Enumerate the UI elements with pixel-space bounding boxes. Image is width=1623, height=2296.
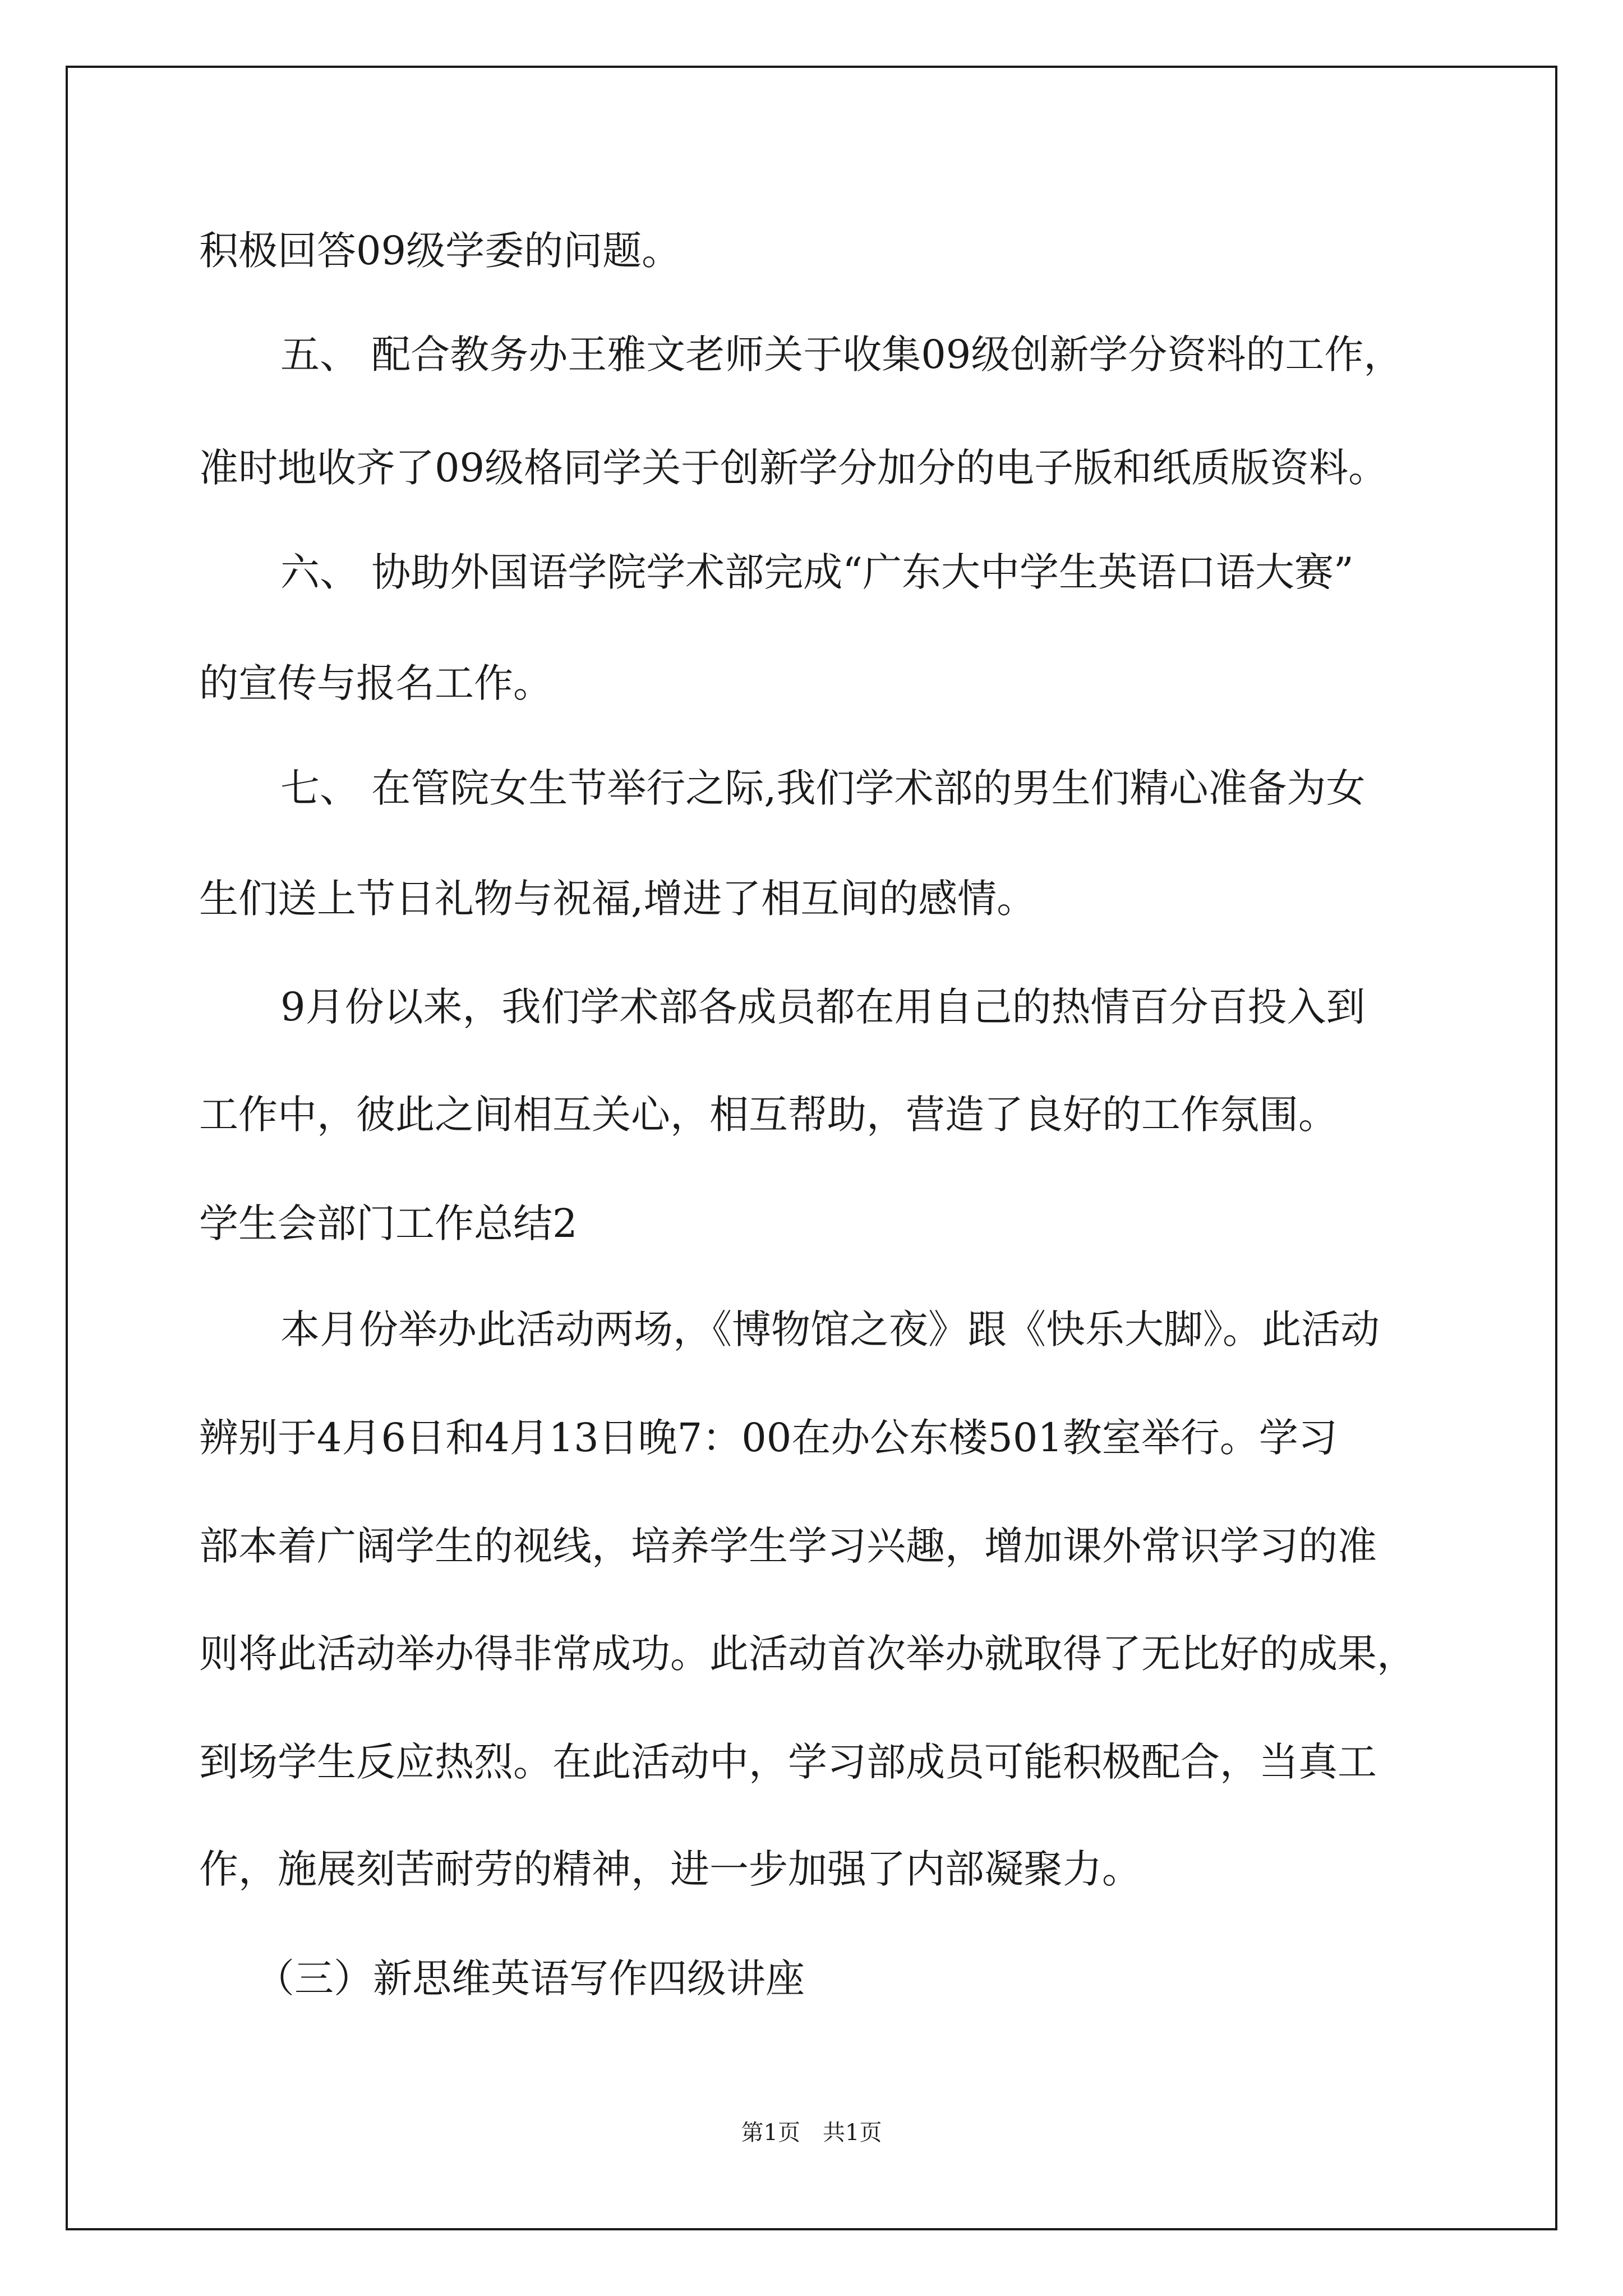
paragraph-line: 则将此活动举办得非常成功。此活动首次举办就取得了无比好的成果， xyxy=(199,1631,1416,1677)
paragraph-line: 到场学生反应热烈。在此活动中，学习部成员可能积极配合，当真工 xyxy=(199,1739,1377,1785)
paragraph-line: 的宣传与报名工作。 xyxy=(199,660,552,706)
paragraph-line: 工作中，彼此之间相互关心，相互帮助，营造了良好的工作氛围。 xyxy=(199,1092,1338,1138)
paragraph-line: 辨别于4月6日和4月13日晚7：00在办公东楼501教室举行。学习 xyxy=(199,1415,1338,1461)
paragraph-line: 七、 在管院女生节举行之际,我们学术部的男生们精心准备为女 xyxy=(280,765,1366,811)
paragraph-line: 六、 协助外国语学院学术部完成“广东大中学生英语口语大赛” xyxy=(280,549,1354,595)
paragraph-line: 积极回答09级学委的问题。 xyxy=(199,228,681,274)
subsection-heading: （三）新思维英语写作四级讲座 xyxy=(255,1955,805,2001)
page-border xyxy=(66,66,1557,2230)
paragraph-line: 五、 配合教务办王雅文老师关于收集09级创新学分资料的工作， xyxy=(280,332,1403,378)
paragraph-line: 部本着广阔学生的视线，培养学生学习兴趣，增加课外常识学习的准 xyxy=(199,1523,1377,1569)
page-footer xyxy=(0,2122,1623,2144)
paragraph-line: 作，施展刻苦耐劳的精神，进一步加强了内部凝聚力。 xyxy=(199,1846,1141,1892)
section-heading: 学生会部门工作总结2 xyxy=(199,1200,578,1246)
page-number: 第1页 xyxy=(741,2120,800,2146)
page-total: 共1页 xyxy=(823,2120,882,2146)
paragraph-line: 生们送上节日礼物与祝福,增进了相互间的感情。 xyxy=(199,876,1036,922)
paragraph-line: 准时地收齐了09级格同学关于创新学分加分的电子版和纸质版资料。 xyxy=(199,445,1388,491)
paragraph-line: 9月份以来，我们学术部各成员都在用自己的热情百分百投入到 xyxy=(280,984,1366,1030)
paragraph-line: 本月份举办此活动两场，《博物馆之夜》跟《快乐大脚》。此活动 xyxy=(280,1306,1380,1352)
